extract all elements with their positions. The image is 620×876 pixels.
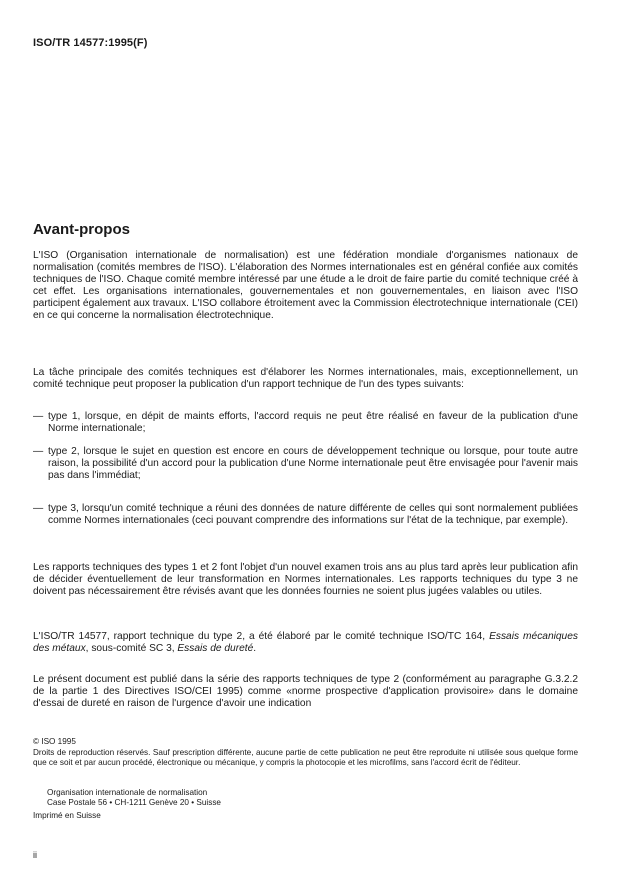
p4-text-start: L'ISO/TR 14577, rapport technique du type 2, a été élaboré par le comité technique ISO/TC 164,	[33, 631, 490, 642]
list-item	[33, 503, 578, 527]
list-item	[33, 411, 578, 435]
organization-address: Case Postale 56 • CH-1211 Genève 20 • Suisse	[47, 798, 221, 807]
p4-subcommittee-title: Essais de dureté	[177, 643, 254, 655]
p4-text-end: .	[253, 643, 257, 655]
foreword-paragraph-3: Les rapports techniques des types 1 et 2 font l'objet d'un nouvel examen trois ans au plus tard après leur publication afin de décider éventuellement de leur transformation en Normes internationales. Les rapports techniques du type 3 ne doivent pas nécessairement être révisés avant que les données fournies ne soient plus jugées valables ou utiles.	[33, 562, 578, 598]
p4-text-mid: , sous-comité SC 3,	[85, 643, 178, 655]
list-item-text: type 1, lorsque, en dépit de maints efforts, l'accord requis ne peut être réalisé en faveur de la publication d'une Norme internationale;	[48, 411, 578, 435]
document-id-header: ISO/TR 14577:1995(F)	[33, 37, 148, 49]
list-item-text: type 2, lorsque le sujet en question est encore en cours de développement technique ou lorsque, pour toute autre raison, la possibilité d'un accord pour la publication d'une Norme internationale peut être envisagée pour l'avenir mais pas dans l'immédiat;	[48, 446, 578, 482]
list-item-text: type 3, lorsqu'un comité technique a réuni des données de nature différente de celles qui sont normalement publiées comme Normes internationales (ceci pouvant comprendre des informations sur l'état de la technique, par exemple).	[48, 503, 578, 527]
foreword-paragraph-2: La tâche principale des comités techniques est d'élaborer les Normes internationales, mais, exceptionnellement, un comité technique peut proposer la publication d'un rapport technique de l'un des types suivants:	[33, 367, 578, 391]
rights-statement: Droits de reproduction réservés. Sauf prescription différente, aucune partie de cette publication ne peut être reproduite ni utilisée sous quelque forme que ce soit et par aucun procédé, électronique ou mécanique, y compris la photocopie et les microfilms, sans l'accord écrit de l'éditeur.	[33, 748, 578, 767]
list-dash: —	[33, 411, 44, 422]
foreword-paragraph-5: Le présent document est publié dans la série des rapports techniques de type 2 (conformément au paragraphe G.3.2.2 de la partie 1 des Directives ISO/CEI 1995) comme «norme prospective d'application provisoire» dans le domaine d'essai de dureté en raison de l'urgence d'avoir une indication	[33, 674, 578, 710]
copyright-notice: © ISO 1995	[33, 737, 76, 746]
list-item	[33, 446, 578, 482]
p4-committee-title: Essais mécaniques des métaux	[33, 631, 578, 655]
organization-name: Organisation internationale de normalisation	[47, 788, 208, 797]
printed-in: Imprimé en Suisse	[33, 811, 101, 820]
list-dash: —	[33, 503, 44, 514]
foreword-paragraph-4	[33, 631, 578, 655]
section-title: Avant-propos	[33, 221, 130, 238]
page-number: ii	[33, 850, 37, 860]
list-dash: —	[33, 446, 44, 457]
foreword-paragraph-1: L'ISO (Organisation internationale de normalisation) est une fédération mondiale d'organismes nationaux de normalisation (comités membres de l'ISO). L'élaboration des Normes internationales est en général confiée aux comités techniques de l'ISO. Chaque comité membre intéressé par une étude a le droit de faire partie du comité technique créé à cet effet. Les organisations internationales, gouvernementales et non gouvernementales, en liaison avec l'ISO participent également aux travaux. L'ISO collabore étroitement avec la Commission électrotechnique internationale (CEI) en ce qui concerne la normalisation électrotechnique.	[33, 250, 578, 322]
